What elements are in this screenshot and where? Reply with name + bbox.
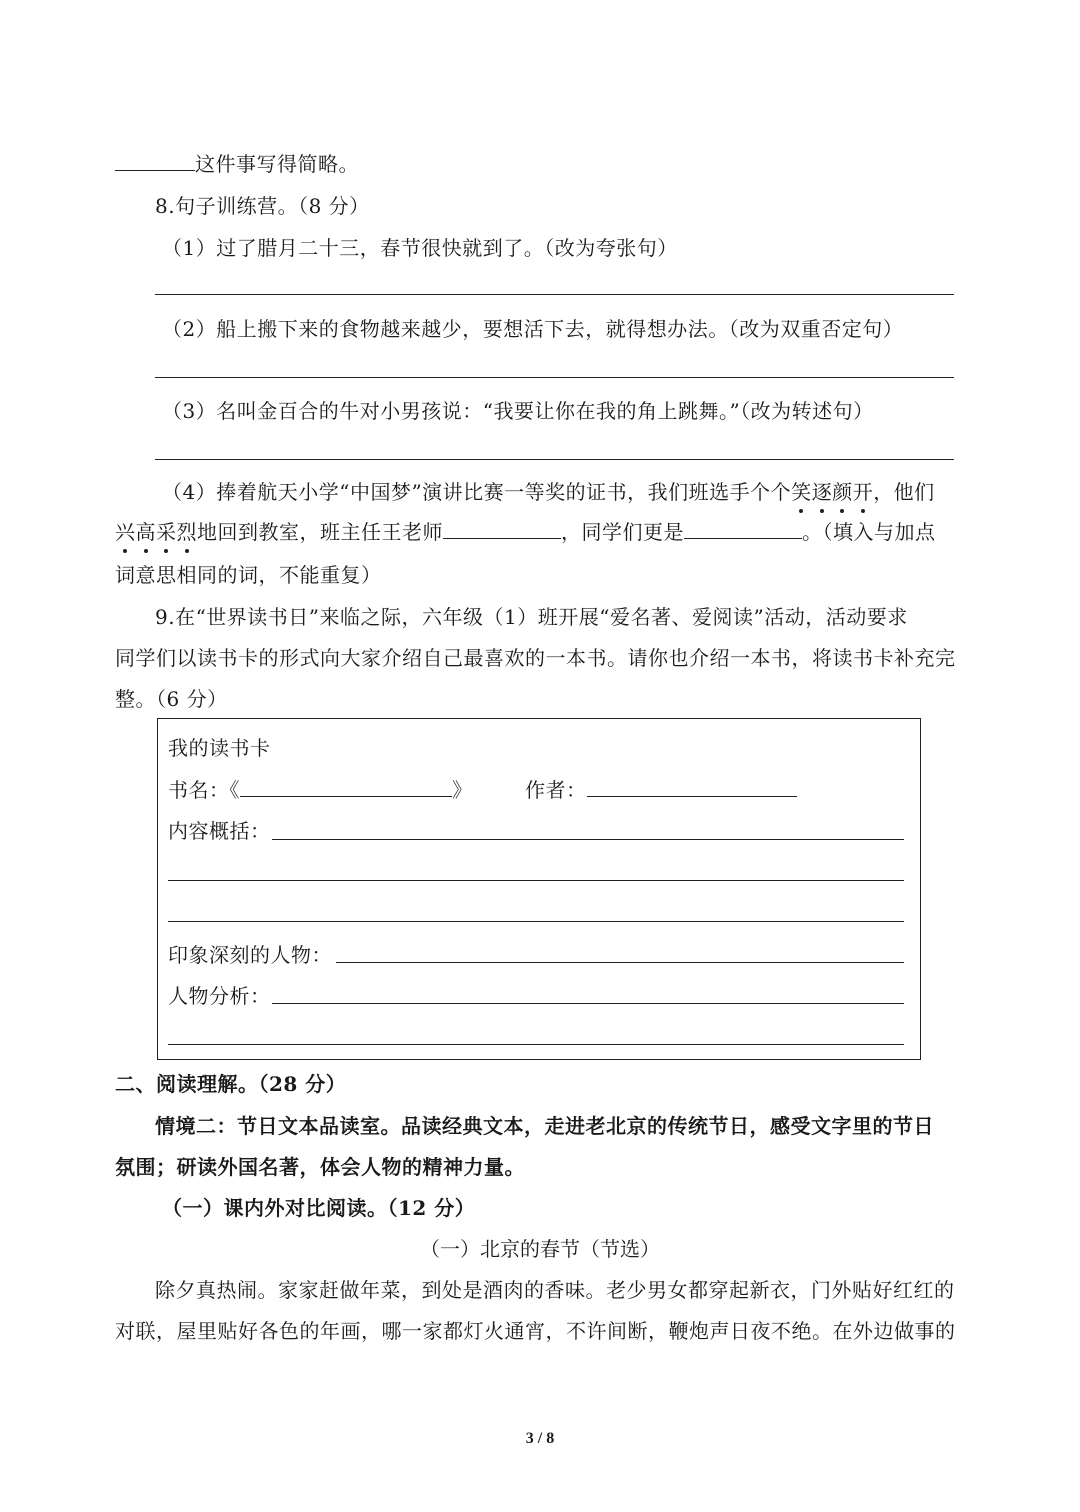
dotted-char: 开	[852, 480, 874, 504]
passage-title: （一）北京的春节（节选）	[420, 1237, 660, 1261]
q8-item-4-line2	[115, 520, 936, 544]
dotted-char: 兴	[115, 520, 136, 544]
book-name-label: 书名：《	[168, 778, 240, 802]
book-name-row	[168, 778, 473, 802]
answer-blank[interactable]	[443, 520, 561, 539]
context-line-1: 情境二：节日文本品读室。品读经典文本，走进老北京的传统节日，感受文字里的节日	[155, 1114, 934, 1138]
q7-tail-text: 这件事写得简略。	[195, 152, 359, 176]
q9-line-1: 9.在“世界读书日”来临之际，六年级（1）班开展“爱名著、爱阅读”活动，活动要求	[155, 605, 908, 629]
author-row	[525, 778, 797, 802]
page-number: 3 / 8	[525, 1430, 555, 1447]
q8-item-3: （3）名叫金百合的牛对小男孩说：“我要让你在我的角上跳舞。”（改为转述句）	[162, 399, 874, 423]
sub-heading: （一）课内外对比阅读。（12 分）	[162, 1196, 476, 1220]
book-name-input[interactable]	[240, 778, 452, 797]
q8-title: 8.句子训练营。（8 分）	[155, 194, 370, 218]
q8-item-4-text: ，同学们更是	[561, 520, 684, 544]
analysis-input[interactable]	[272, 1003, 904, 1004]
dotted-char: 高	[135, 520, 156, 544]
q8-item-4-line3: 词意思相同的词，不能重复）	[115, 563, 382, 587]
answer-line[interactable]	[155, 459, 954, 460]
q8-item-1: （1）过了腊月二十三，春节很快就到了。（改为夸张句）	[162, 236, 678, 260]
answer-blank[interactable]	[115, 152, 195, 171]
author-input[interactable]	[587, 778, 797, 797]
q7-tail	[115, 152, 359, 176]
answer-blank[interactable]	[684, 520, 802, 539]
reading-card	[157, 718, 921, 1060]
q8-item-4-text: 。（填入与加点	[802, 520, 936, 544]
character-label: 印象深刻的人物：	[168, 943, 332, 967]
summary-input[interactable]	[168, 880, 904, 881]
analysis-label: 人物分析：	[168, 984, 271, 1008]
summary-input[interactable]	[168, 921, 904, 922]
section-2-heading: 二、阅读理解。（28 分）	[115, 1072, 347, 1096]
analysis-input[interactable]	[168, 1044, 904, 1045]
card-title: 我的读书卡	[168, 736, 271, 760]
answer-line[interactable]	[155, 294, 954, 295]
q8-item-4-line1	[162, 480, 935, 504]
answer-line[interactable]	[155, 377, 954, 378]
q8-item-4-text: ，他们	[873, 480, 935, 504]
q8-item-2: （2）船上搬下来的食物越来越少，要想活下去，就得想办法。（改为双重否定句）	[162, 317, 904, 341]
passage-line-2: 对联，屋里贴好各色的年画，哪一家都灯火通宵，不许间断，鞭炮声日夜不绝。在外边做事的	[115, 1319, 956, 1343]
dotted-char: 烈	[176, 520, 197, 544]
book-name-close: 》	[452, 778, 473, 802]
dotted-char: 逐	[811, 480, 833, 504]
summary-label: 内容概括：	[168, 819, 271, 843]
dotted-char: 颜	[832, 480, 853, 504]
dotted-char: 采	[156, 520, 177, 544]
context-line-2: 氛围；研读外国名著，体会人物的精神力量。	[115, 1155, 525, 1179]
q8-item-4-text: 地回到教室，班主任王老师	[197, 520, 443, 544]
q8-item-4-text: （4）捧着航天小学“中国梦”演讲比赛一等奖的证书，我们班选手个个	[162, 480, 792, 504]
summary-input[interactable]	[272, 839, 904, 840]
character-input[interactable]	[336, 962, 904, 963]
q9-line-3: 整。（6 分）	[115, 687, 228, 711]
author-label: 作者：	[525, 778, 587, 802]
q9-line-2: 同学们以读书卡的形式向大家介绍自己最喜欢的一本书。请你也介绍一本书，将读书卡补充完	[115, 646, 956, 670]
passage-line-1: 除夕真热闹。家家赶做年菜，到处是酒肉的香味。老少男女都穿起新衣，门外贴好红红的	[155, 1278, 955, 1302]
dotted-char: 笑	[791, 480, 812, 504]
